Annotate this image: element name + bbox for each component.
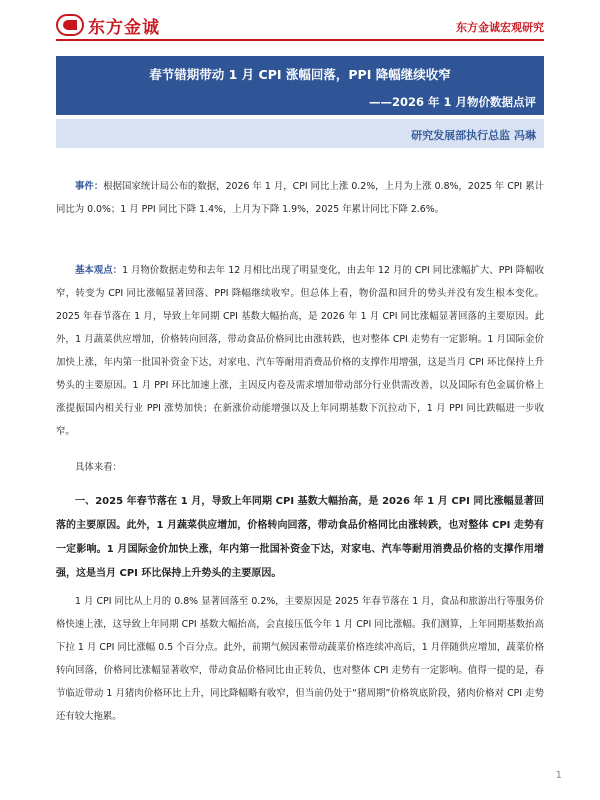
author-banner [56, 119, 544, 148]
page-number: 1 [555, 770, 562, 781]
report-subtitle: ——2026 年 1 月物价数据点评 [368, 95, 536, 109]
event-lead: 事件： [75, 181, 104, 192]
event-paragraph [56, 175, 544, 221]
body-paragraph-1: 1 月 CPI 同比从上月的 0.8% 显著回落至 0.2%，主要原因是 2025 年春节落在 1 月，食品和旅游出行等服务价格快速上涨，这导致上年同期 CPI 基数大幅抬高，会直接压低今年 1 月 CPI 同比涨幅。我们测算，上年同期基数抬高下拉 1 月 CPI 同比涨幅 0.5 个百分点。此外，前期气候因素带动蔬菜价格连续冲高后，1 月伴随供应增加，蔬菜价格转向回落，价格同比涨幅显著收窄，带动食品价格同比由正转负，也对整体 CPI 走势有一定影响。值得一提的是，春节临近带动 1 月猪肉价格环比上升，同比降幅略有收窄，但当前仍处于“猪周期”价格筑底阶段，猪肉价格对 CPI 走势还有较大拖累。 [56, 596, 544, 722]
author-line: 研究发展部执行总监 冯琳 [411, 129, 536, 142]
specifics-label: 具体来看： [75, 462, 122, 473]
page-header [56, 11, 544, 41]
section-1-heading: 一、2025 年春节落在 1 月，导致上年同期 CPI 基数大幅抬高，是 2026 年 1 月 CPI 同比涨幅显著回落的主要原因。此外，1 月蔬菜供应增加，价格转向回落，带动食品价格同比由涨转跌，也对整体 CPI 走势有一定影响。1 月国际金价加快上涨，年内第一批国补资金下达，对家电、汽车等耐用消费品价格的支撑作用增强，这是当月 CPI 环比保持上升势头的主要原因。 [56, 496, 544, 579]
logo-text: 东方金诚 [88, 17, 160, 38]
logo-icon [56, 14, 84, 36]
header-divider [56, 39, 544, 41]
viewpoint-paragraph [56, 259, 544, 443]
event-text: 根据国家统计局公布的数据，2026 年 1 月，CPI 同比上涨 0.2%，上月为上涨 0.8%，2025 年 CPI 累计同比为 0.0%；1 月 PPI 同比下降 1.4%，上月为下降 1.9%，2025 年累计同比下降 2.6%。 [56, 181, 544, 215]
viewpoint-lead: 基本观点： [75, 265, 123, 276]
company-logo [56, 13, 160, 37]
viewpoint-text: 1 月物价数据走势和去年 12 月相比出现了明显变化，由去年 12 月的 CPI 同比涨幅扩大、PPI 降幅收窄，转变为 CPI 同比涨幅显著回落、PPI 降幅继续收窄。但总体上看，物价温和回升的势头并没有发生根本变化。2025 年春节落在 1 月，导致上年同期 CPI 基数大幅抬高，是 2026 年 1 月 CPI 同比涨幅显著回落的主要原因。此外，1 月蔬菜供应增加，价格转向回落，带动食品价格同比由涨转跌，也对整体 CPI 走势有一定影响。1 月国际金价加快上涨，年内第一批国补资金下达，对家电、汽车等耐用消费品价格的支撑作用增强，这是当月 CPI 环比保持上升势头的主要原因。1 月 PPI 环比加速上涨，主因反内卷及需求增加带动部分行业供需改善，以及国际有色金属价格上涨提振国内相关行业 PPI 涨势加快；在新涨价动能增强以及上年同期基数下沉拉动下，1 月 PPI 同比跌幅进一步收窄。 [56, 265, 544, 437]
title-banner [56, 56, 544, 115]
header-series-title: 东方金诚宏观研究 [456, 21, 544, 34]
report-title: 春节错期带动 1 月 CPI 涨幅回落，PPI 降幅继续收窄 [149, 67, 451, 82]
